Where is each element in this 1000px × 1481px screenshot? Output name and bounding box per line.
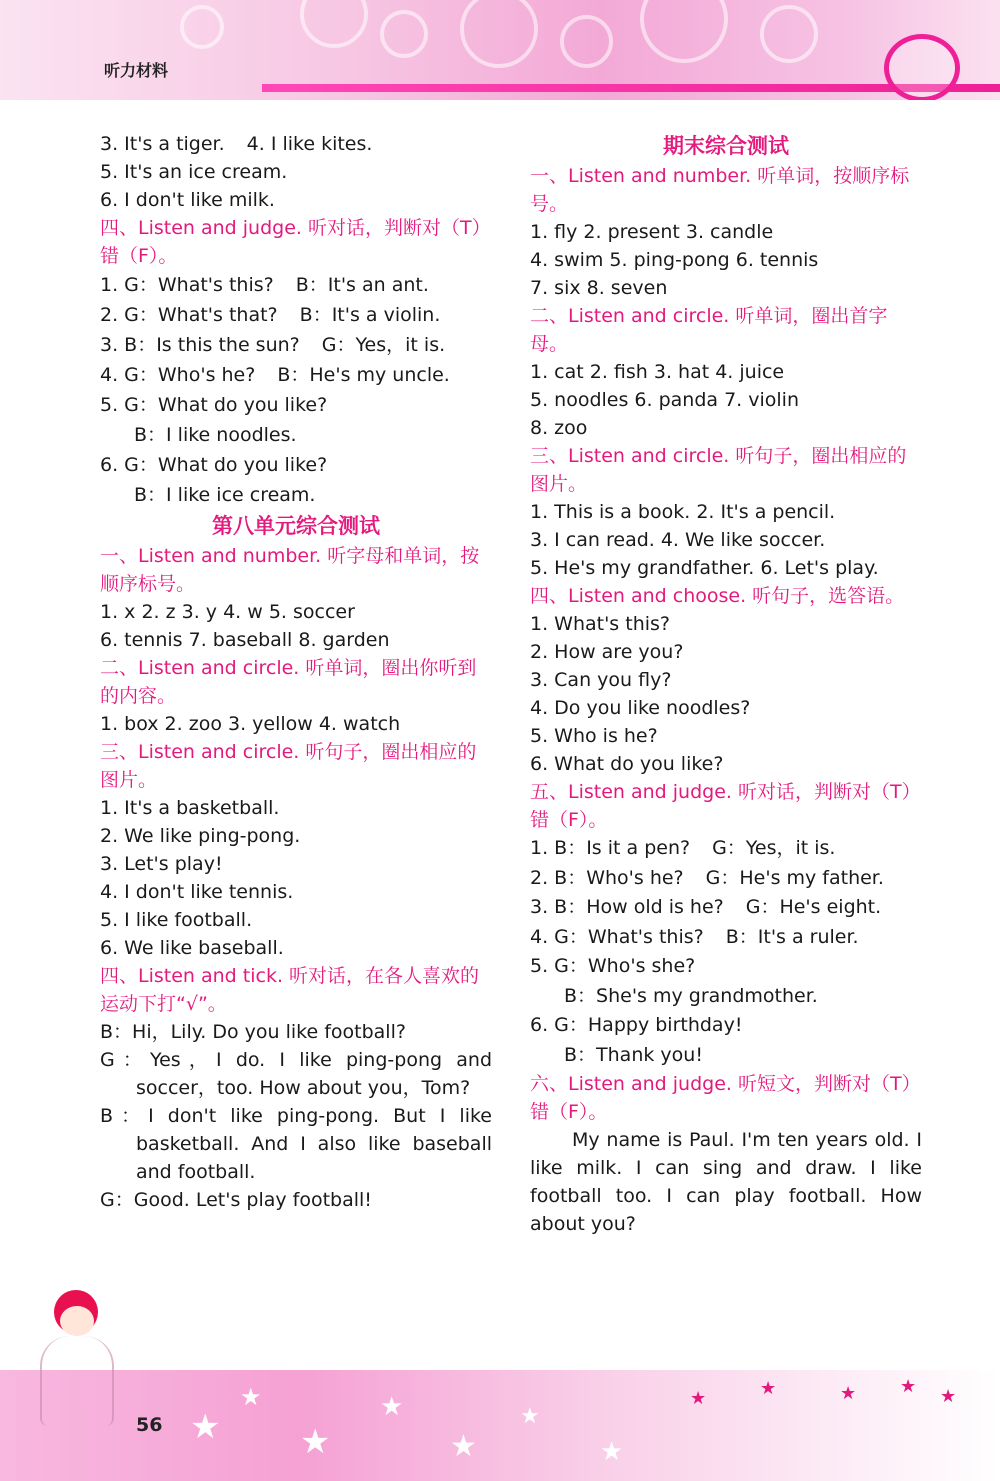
speaker-b: 2. B：Who's he? [530,866,684,889]
star-icon: ★ [760,1378,777,1399]
text-line: 1. What's this? [530,613,671,635]
section-heading: 一、Listen and number. 听字母和单词，按顺序标号。 [100,545,480,595]
text-line: 3. I can read. 4. We like soccer. [530,529,826,551]
text-line: 6. tennis 7. baseball 8. garden [100,629,390,651]
text-line: 1. It's a basketball. [100,797,280,819]
dialog-line: 6. G：What do you like? [100,454,328,476]
dialog-line: G：Good. Let's play football! [100,1189,372,1211]
decor-circle [760,5,818,63]
text-line: 1. fly 2. present 3. candle [530,221,774,243]
dialog-line [100,360,492,390]
dialog-line [530,923,922,953]
star-icon: ★ [940,1386,957,1407]
dialog-line: 5. G：What do you like? [100,394,328,416]
text-line: 5. noodles 6. panda 7. violin [530,389,799,411]
star-icon: ★ [380,1392,404,1422]
unit-title: 第八单元综合测试 [212,514,380,538]
text-line [100,130,492,158]
dialog-line: B：She's my grandmother. [564,984,818,1007]
text-line: 3. Let's play! [100,853,223,875]
text-line: 1. cat 2. fish 3. hat 4. juice [530,361,785,383]
speaker-b: B：It's a ruler. [725,925,859,948]
star-icon: ★ [190,1407,221,1447]
text-line: 1. box 2. zoo 3. yellow 4. watch [100,713,401,735]
decor-circle [640,0,728,63]
star-icon: ★ [600,1437,624,1467]
decor-circle [300,0,368,48]
speaker-b: 3. B：Is this the sun? [100,334,300,356]
section-heading: 五、Listen and judge. 听对话，判断对（T）错（F）。 [530,781,921,831]
speaker-g: 4. G：Who's he? [100,364,256,386]
final-test-title: 期末综合测试 [663,134,789,158]
text-line: 8. zoo [530,417,588,439]
girl-face [60,1306,94,1336]
section-heading: 二、Listen and circle. 听单词，圈出你听到的内容。 [100,657,477,707]
text-line: 6. We like baseball. [100,937,284,959]
dialog-line [530,834,922,864]
dialog-line [100,300,492,330]
speaker-g: G：He's eight. [745,896,882,918]
dialog-line [530,864,922,894]
girl-figure [40,1336,114,1426]
text-line: 6. What do you like? [530,753,724,775]
dialog-line: 6. G：Happy birthday! [530,1014,743,1036]
text-line: 6. I don't like milk. [100,189,275,211]
dialog-line [100,330,492,360]
dialog-line: B：I like noodles. [134,424,297,446]
speaker-g: G：Yes，it is. [321,334,446,356]
text-line: 5. I like football. [100,909,253,931]
text-line: 4. swim 5. ping-pong 6. tennis [530,249,819,271]
star-icon: ★ [450,1429,477,1464]
text-line: 7. six 8. seven [530,277,668,299]
dialog-line: B：Hi，Lily. Do you like football? [100,1021,406,1043]
star-icon: ★ [520,1404,540,1429]
left-column [100,130,492,1214]
speaker-b: B：It's a violin. [299,304,441,326]
dialog-line: B：Thank you! [564,1043,703,1066]
text-line: 4. I don't like tennis. [100,881,294,903]
section-heading: 四、Listen and tick. 听对话，在各人喜欢的运动下打“√”。 [100,965,480,1015]
text-line: 1. This is a book. 2. It's a pencil. [530,501,836,523]
decor-circle [560,15,613,68]
text-line: 5. Who is he? [530,725,658,747]
section-heading: 一、Listen and number. 听单词，按顺序标号。 [530,165,910,215]
dialog-line: 5. G：Who's she? [530,955,696,977]
star-icon: ★ [840,1383,857,1404]
passage: My name is Paul. I'm ten years old. I like milk. I can sing and draw. I like football too. I can play football. How about you? [530,1129,922,1235]
speaker-b: 1. B：Is it a pen? [530,837,691,859]
star-icon: ★ [900,1376,917,1397]
text-line: 2. How are you? [530,641,684,663]
item: 4. I like kites. [246,133,373,155]
dialog-line: B：I like ice cream. [134,484,316,506]
text-line: 2. We like ping-pong. [100,825,301,847]
star-icon: ★ [240,1383,262,1411]
speaker-b: 3. B：How old is he? [530,896,724,918]
section-heading: 四、Listen and choose. 听句子，选答语。 [530,585,905,607]
decor-circle [460,0,538,68]
section-heading: 三、Listen and circle. 听句子，圈出相应的图片。 [530,445,907,495]
section-heading: 二、Listen and circle. 听单词，圈出首字母。 [530,305,888,355]
dialog-line [530,893,922,923]
header-title: 听力材料 [104,61,169,80]
section-heading: 四、Listen and judge. 听对话，判断对（T）错（F）。 [100,217,491,267]
star-icon: ★ [300,1422,331,1462]
text-line: 4. Do you like noodles? [530,697,751,719]
section-heading: 三、Listen and circle. 听句子，圈出相应的图片。 [100,741,477,791]
speaker-g: 1. G：What's this? [100,274,274,296]
star-icon: ★ [690,1388,707,1409]
right-column [530,130,922,1238]
speaker-g: 4. G：What's this? [530,925,704,948]
speaker-b: B：It's an ant. [295,274,429,296]
dialog-line [100,270,492,300]
text-line: 5. It's an ice cream. [100,161,288,183]
decor-circle [180,5,224,49]
text-line: 1. x 2. z 3. y 4. w 5. soccer [100,601,355,623]
item: 3. It's a tiger. [100,133,225,155]
dialog-line: B：I don't like ping-pong. But I like basketball. And I also like baseball and football. [100,1105,492,1183]
dialog-line: G：Yes，I do. I like ping-pong and soccer，too. How about you，Tom? [100,1049,492,1099]
speaker-g: G：He's my father. [705,866,884,889]
decor-circle [380,10,428,58]
text-line: 3. Can you fly? [530,669,672,691]
speaker-g: G：Yes，it is. [712,837,836,859]
page-header [0,0,1000,100]
page-number: 56 [136,1414,163,1436]
speaker-g: 2. G：What's that? [100,304,278,326]
header-ring [884,34,960,100]
speaker-b: B：He's my uncle. [277,364,450,386]
section-heading: 六、Listen and judge. 听短文，判断对（T）错（F）。 [530,1073,921,1123]
text-line: 5. He's my grandfather. 6. Let's play. [530,557,879,579]
